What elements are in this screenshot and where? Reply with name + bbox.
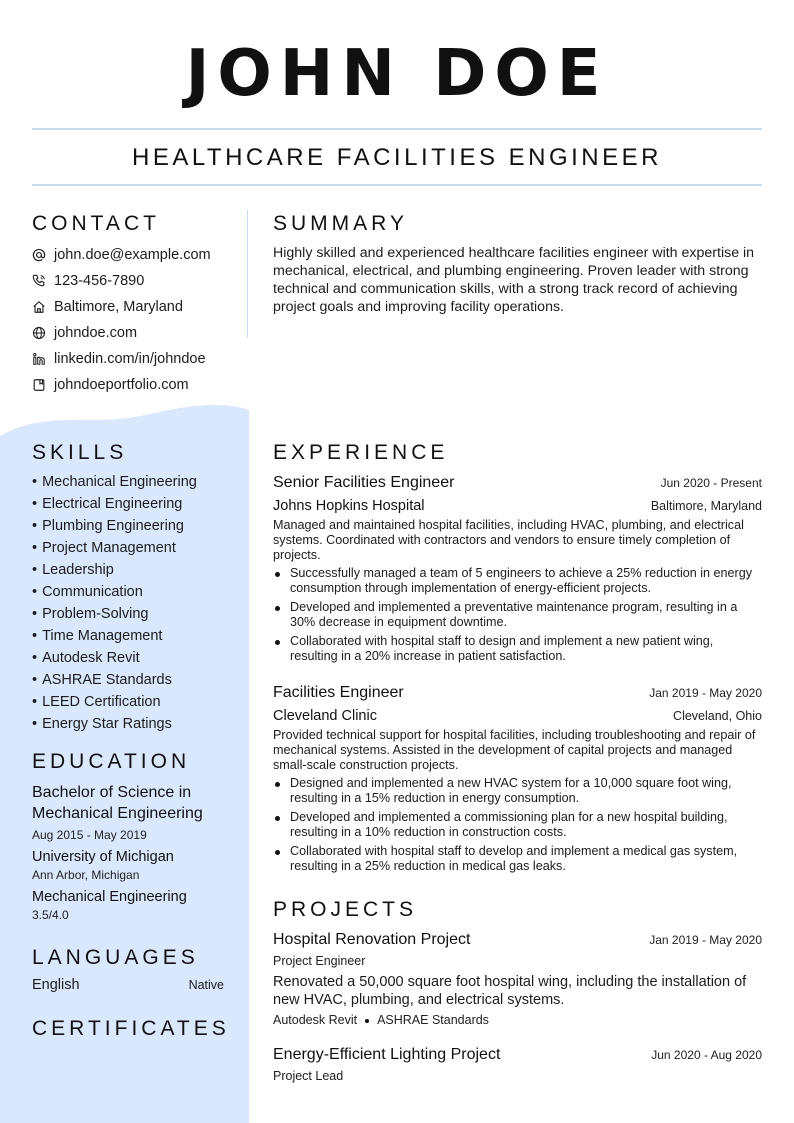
- education-degree: Bachelor of Science in Mechanical Engineering: [32, 784, 203, 822]
- contact-location-text: Baltimore, Maryland: [54, 299, 183, 315]
- project-dates: Jun 2020 - Aug 2020: [651, 1048, 762, 1062]
- job-bullet: Successfully managed a team of 5 engineers to achieve a 25% reduction in energy consumption through implementation of energy-efficient projects.: [273, 566, 762, 596]
- job-location: Baltimore, Maryland: [650, 499, 762, 513]
- education-entry: [32, 782, 232, 924]
- skill-item: • Problem-Solving: [32, 603, 197, 625]
- projects-heading: PROJECTS: [273, 898, 418, 921]
- education-field: Mechanical Engineering: [32, 889, 187, 905]
- header-top-rule: [32, 128, 762, 130]
- education-location: Ann Arbor, Michigan: [32, 868, 140, 882]
- project-tools: [273, 1010, 762, 1030]
- skill-item: • Mechanical Engineering: [32, 471, 197, 493]
- portfolio-icon: [32, 378, 46, 392]
- job-bullet: Collaborated with hospital staff to develop and implement a medical gas system, resulting in a 25% reduction in medical gas leaks.: [273, 844, 762, 874]
- skill-item: • Electrical Engineering: [32, 493, 197, 515]
- job-description: Managed and maintained hospital facilities, including HVAC, plumbing, and electrical systems. Coordinated with contractors and vendors to ensure timely completion of projects.: [273, 518, 744, 562]
- phone-icon: [32, 274, 46, 288]
- job-description: Provided technical support for hospital facilities, including troubleshooting and repair of mechanical systems. Assisted in the development of capital projects and managed small-scale construction projects.: [273, 728, 756, 772]
- contact-website-text: johndoe.com: [54, 325, 138, 341]
- skill-item: • Project Management: [32, 537, 197, 559]
- contact-list: [32, 242, 211, 398]
- job-company: Johns Hopkins Hospital: [273, 498, 425, 514]
- experience-job: [273, 472, 762, 668]
- project-entry: [273, 1044, 762, 1086]
- summary-text: Highly skilled and experienced healthcare facilities engineer with expertise in mechanical, electrical, and plumbing engineering. Proven leader with strong technical and communication skills, with a strong track record of achieving project goals and improving facility operations.: [273, 245, 755, 315]
- experience-heading: EXPERIENCE: [273, 441, 449, 464]
- job-role: Senior Facilities Engineer: [273, 474, 455, 491]
- summary-heading: SUMMARY: [273, 212, 408, 235]
- language-name: English: [32, 977, 80, 993]
- job-bullet: Developed and implemented a commissioning plan for a new hospital building, resulting in a 10% reduction in construction costs.: [273, 810, 762, 840]
- contact-email-text: john.doe@example.com: [54, 247, 211, 263]
- languages-heading: LANGUAGES: [32, 946, 199, 969]
- contact-phone-text: 123-456-7890: [54, 273, 145, 289]
- skill-item: • ASHRAE Standards: [32, 669, 197, 691]
- home-icon: [32, 300, 46, 314]
- resume-job-title: HEALTHCARE FACILITIES ENGINEER: [132, 144, 662, 171]
- job-bullet: Collaborated with hospital staff to design and implement a new patient wing, resulting in a 20% increase in patient satisfaction.: [273, 634, 762, 664]
- job-bullet: Developed and implemented a preventative maintenance program, resulting in a 30% decrease in equipment downtime.: [273, 600, 762, 630]
- job-company: Cleveland Clinic: [273, 708, 377, 724]
- certificates-heading: CERTIFICATES: [32, 1017, 230, 1040]
- linkedin-icon: [32, 352, 46, 366]
- contact-linkedin-text: linkedin.com/in/johndoe: [54, 351, 206, 367]
- skill-item: • Leadership: [32, 559, 197, 581]
- separator-dot: [365, 1019, 369, 1023]
- contact-email[interactable]: [32, 242, 211, 268]
- education-heading: EDUCATION: [32, 750, 191, 773]
- project-role: Project Engineer: [273, 954, 366, 968]
- resume-name: JOHN DOE: [185, 37, 609, 111]
- job-bullet: Designed and implemented a new HVAC system for a 10,000 square foot wing, resulting in a 15% reduction in energy consumption.: [273, 776, 762, 806]
- contact-portfolio-text: johndoeportfolio.com: [54, 377, 189, 393]
- experience-job: [273, 682, 762, 878]
- skill-item: • Autodesk Revit: [32, 647, 197, 669]
- project-entry: [273, 929, 762, 1030]
- skill-item: • Communication: [32, 581, 197, 603]
- skill-item: • LEED Certification: [32, 691, 197, 713]
- job-role: Facilities Engineer: [273, 684, 404, 701]
- contact-phone[interactable]: [32, 268, 211, 294]
- language-level: Native: [188, 978, 224, 992]
- skill-item: • Time Management: [32, 625, 197, 647]
- project-tool: Autodesk Revit: [273, 1013, 358, 1027]
- education-gpa: 3.5/4.0: [32, 908, 69, 922]
- education-dates: Aug 2015 - May 2019: [32, 828, 147, 842]
- project-tool: ASHRAE Standards: [377, 1013, 489, 1027]
- contact-location: [32, 294, 211, 320]
- project-role: Project Lead: [273, 1069, 344, 1083]
- project-title: Energy-Efficient Lighting Project: [273, 1046, 501, 1063]
- header-bottom-rule: [32, 184, 762, 186]
- project-description: Renovated a 50,000 square foot hospital wing, including the installation of new HVAC, plumbing, and electrical systems.: [273, 974, 747, 1008]
- job-location: Cleveland, Ohio: [673, 709, 762, 723]
- skills-heading: SKILLS: [32, 441, 128, 464]
- at-icon: [32, 248, 46, 262]
- contact-linkedin[interactable]: [32, 346, 211, 372]
- contact-heading: CONTACT: [32, 212, 160, 235]
- column-divider: [247, 210, 248, 338]
- language-item: [32, 977, 224, 993]
- job-bullets: [273, 776, 762, 874]
- job-dates: Jun 2020 - Present: [660, 476, 762, 490]
- contact-website[interactable]: [32, 320, 211, 346]
- skill-item: • Plumbing Engineering: [32, 515, 197, 537]
- education-school: University of Michigan: [32, 849, 174, 865]
- job-dates: Jan 2019 - May 2020: [649, 686, 762, 700]
- skills-list: [32, 471, 197, 735]
- project-dates: Jan 2019 - May 2020: [649, 933, 762, 947]
- skill-item: • Energy Star Ratings: [32, 713, 197, 735]
- globe-icon: [32, 326, 46, 340]
- project-title: Hospital Renovation Project: [273, 931, 471, 948]
- contact-portfolio[interactable]: [32, 372, 211, 398]
- job-bullets: [273, 566, 762, 664]
